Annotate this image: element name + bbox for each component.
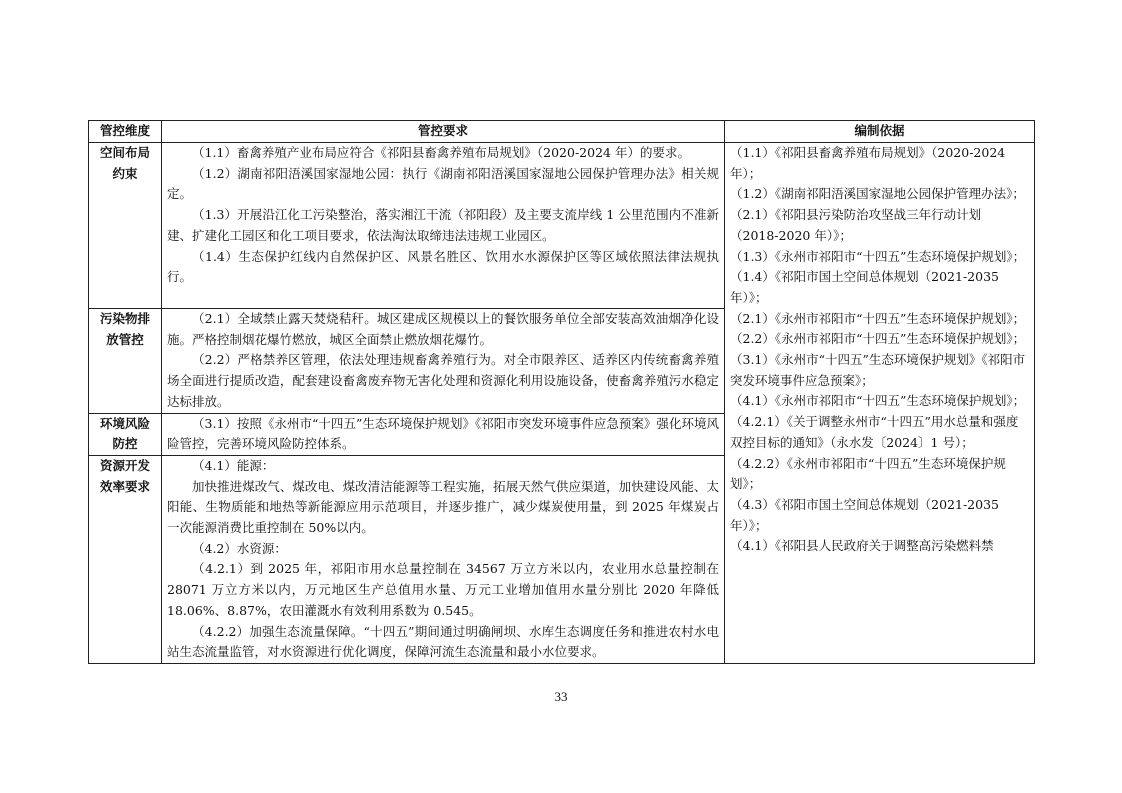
basis-item: （2.1）《祁阳县污染防治攻坚战三年行动计划（2018-2020 年）》； (730, 207, 982, 243)
dimension-spatial-layout: 空间布局约束 (89, 143, 162, 309)
control-requirements-table (88, 120, 1035, 664)
requirement-2-2: （2.2）严格禁养区管理，依法处理违规畜禽养殖行为。对全市限养区、适养区内传统畜禽养殖场全面进行提质改造，配套建设畜禽废弃物无害化处理和资源化利用设施设备，使畜禽养殖污水稳定达标排放。 (167, 352, 719, 409)
table-row-spatial (89, 143, 1035, 309)
requirement-4-2-1: （4.2.1）到 2025 年，祁阳市用水总量控制在 34567 万立方米以内，农业用水总量控制在 28071 万立方米以内，万元地区生产总值用水量、万元工业增加值用水量分别比 2020 年降低 18.06%、8.87%，农田灌溉水有效利用系数为 0.545。 (167, 561, 719, 618)
requirement-1-2: （1.2）湖南祁阳浯溪国家湿地公园：执行《湖南祁阳浯溪国家湿地公园保护管理办法》相关规定。 (167, 165, 719, 202)
header-basis: 编制依据 (725, 121, 1035, 143)
basis-item: （1.4）《祁阳市国土空间总体规划（2021-2035年）》； (730, 269, 999, 305)
requirement-1-3: （1.3）开展沿江化工污染整治，落实湘江干流（祁阳段）及主要支流岸线 1 公里范围内不准新建、扩建化工园区和化工项目要求，依法淘汰取缔违法违规工业园区。 (167, 207, 719, 243)
basis-item: （1.2）《湖南祁阳浯溪国家湿地公园保护管理办法》； (730, 186, 1025, 202)
basis-item: （1.1）《祁阳县畜禽养殖布局规划》（2020-2024年）； (730, 145, 1006, 181)
requirement-2-1: （2.1）全域禁止露天焚烧秸秆。城区建成区规模以上的餐饮服务单位全部安装高效油烟净化设施。严格控制烟花爆竹燃放，城区全面禁止燃放烟花爆竹。 (167, 311, 719, 347)
basis-item: （2.2）《永州市祁阳市“十四五”生态环境保护规划》； (730, 331, 1026, 347)
basis-item: （4.1）《祁阳县人民政府关于调整高污染燃料禁 (730, 538, 994, 554)
requirements-environmental-risk (162, 413, 725, 455)
dimension-environmental-risk: 环境风险防控 (89, 413, 162, 455)
page-number: 33 (554, 689, 568, 704)
requirement-4-1-body: 加快推进煤改气、煤改电、煤改清洁能源等工程实施，拓展天然气供应渠道，加快建设风能、太阳能、生物质能和地热等新能源应用示范项目，并逐步推广，减少煤炭使用量，到 2025 年煤炭占一次能源消费比重控制在 50%以内。 (167, 478, 719, 536)
requirement-4-1-title: （4.1）能源： (192, 457, 275, 473)
basis-item: （4.2.2）《永州市祁阳市“十四五”生态环境保护规划》； (730, 455, 1006, 492)
requirements-pollutant-emission (162, 309, 725, 414)
basis-item: （4.3）《祁阳市国土空间总体规划（2021-2035年）》； (730, 496, 999, 533)
basis-column (725, 143, 1035, 664)
header-requirements: 管控要求 (162, 121, 725, 143)
basis-item: （1.3）《永州市祁阳市“十四五”生态环境保护规划》； (730, 248, 1026, 264)
basis-item: （3.1）《永州市“十四五”生态环境保护规划》《祁阳市突发环境事件应急预案》； (730, 352, 1026, 388)
requirement-1-1: （1.1）畜禽养殖产业布局应符合《祁阳县畜禽养殖布局规划》（2020-2024 年）的要求。 (192, 145, 690, 160)
requirement-1-4: （1.4）生态保护红线内自然保护区、风景名胜区、饮用水水源保护区等区域依照法律法规执行。 (167, 248, 719, 285)
basis-item: （2.1）《永州市祁阳市“十四五”生态环境保护规划》； (730, 310, 1026, 326)
table-header-row (89, 121, 1035, 143)
dimension-resource-efficiency: 资源开发效率要求 (89, 455, 162, 663)
requirements-spatial-layout (162, 143, 725, 309)
basis-item: （4.2.1）《关于调整永州市“十四五”用水总量和强度双控目标的通知》（永水发〔2024〕1 号）； (730, 414, 1019, 450)
requirement-3-1: （3.1）按照《永州市“十四五”生态环境保护规划》《祁阳市突发环境事件应急预案》强化环境风险管控，完善环境风险防控体系。 (167, 415, 719, 452)
basis-item: （4.1）《永州市祁阳市“十四五”生态环境保护规划》； (730, 393, 1026, 409)
header-dimension: 管控维度 (89, 121, 162, 143)
dimension-pollutant-emission: 污染物排放管控 (89, 309, 162, 414)
requirement-4-2-2: （4.2.2）加强生态流量保障。“十四五”期间通过明确闸坝、水库生态调度任务和推进农村水电站生态流量监管，对水资源进行优化调度，保障河流生态流量和最小水位要求。 (167, 623, 719, 660)
requirements-resource-efficiency (162, 455, 725, 663)
requirement-4-2-title: （4.2）水资源： (192, 540, 287, 556)
